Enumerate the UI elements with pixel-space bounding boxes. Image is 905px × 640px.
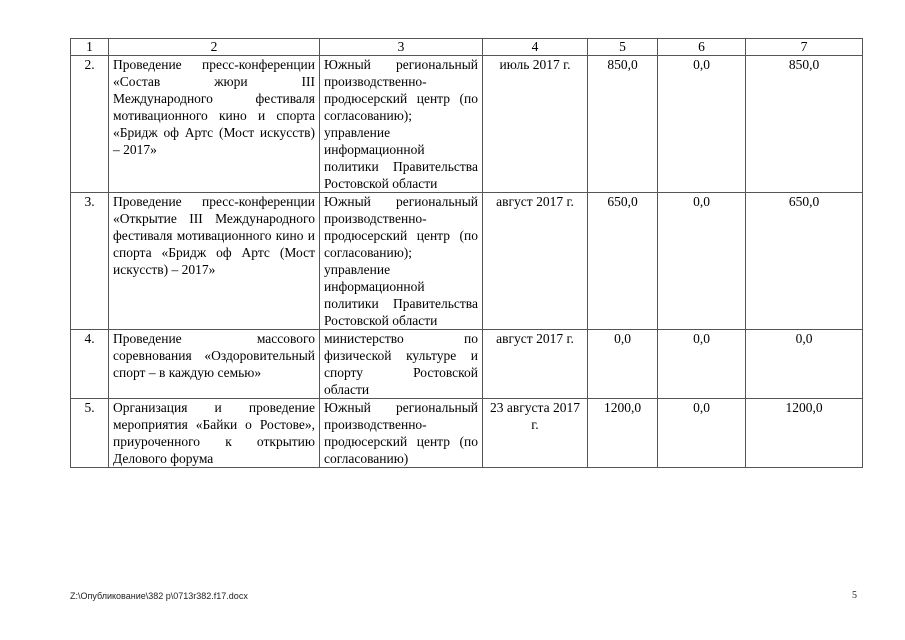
header-cell-3: 3 (320, 39, 483, 56)
event-date: август 2017 г. (483, 193, 588, 330)
value-col6: 0,0 (658, 330, 746, 399)
table-row (71, 56, 863, 193)
value-col5: 850,0 (588, 56, 658, 193)
header-cell-7: 7 (746, 39, 863, 56)
value-col6: 0,0 (658, 56, 746, 193)
events-table (70, 38, 863, 468)
row-number: 5. (71, 399, 109, 468)
value-col7: 1200,0 (746, 399, 863, 468)
executor: Южный региональный производственно-продюсерский центр (по согласованию); управление информационной политики Правительства Ростовской области (320, 56, 483, 193)
header-cell-1: 1 (71, 39, 109, 56)
event-date: 23 августа 2017 г. (483, 399, 588, 468)
table-row (71, 330, 863, 399)
header-cell-5: 5 (588, 39, 658, 56)
value-col5: 1200,0 (588, 399, 658, 468)
event-name: Организация и проведение мероприятия «Байки о Ростове», приуроченного к открытию Делового форума (109, 399, 320, 468)
footer-file-path: Z:\Опубликование\382 р\0713r382.f17.docx (70, 591, 248, 601)
table-row (71, 399, 863, 468)
value-col6: 0,0 (658, 399, 746, 468)
page-number: 5 (852, 590, 857, 601)
event-name: Проведение массового соревнования «Оздоровительный спорт – в каждую семью» (109, 330, 320, 399)
header-cell-4: 4 (483, 39, 588, 56)
header-cell-6: 6 (658, 39, 746, 56)
table-row (71, 193, 863, 330)
row-number: 2. (71, 56, 109, 193)
executor: министерство по физической культуре и спорту Ростовской области (320, 330, 483, 399)
value-col7: 0,0 (746, 330, 863, 399)
row-number: 3. (71, 193, 109, 330)
event-date: июль 2017 г. (483, 56, 588, 193)
value-col7: 850,0 (746, 56, 863, 193)
executor: Южный региональный производственно-продюсерский центр (по согласованию) (320, 399, 483, 468)
header-cell-2: 2 (109, 39, 320, 56)
value-col5: 0,0 (588, 330, 658, 399)
executor: Южный региональный производственно-продюсерский центр (по согласованию); управление информационной политики Правительства Ростовской области (320, 193, 483, 330)
value-col5: 650,0 (588, 193, 658, 330)
row-number: 4. (71, 330, 109, 399)
value-col7: 650,0 (746, 193, 863, 330)
event-date: август 2017 г. (483, 330, 588, 399)
value-col6: 0,0 (658, 193, 746, 330)
event-name: Проведение пресс-конференции «Открытие III Международного фестиваля мотивационного кино и спорта «Бридж оф Артс (Мост искусств) – 2017» (109, 193, 320, 330)
table-header-row (71, 39, 863, 56)
event-name: Проведение пресс-конференции «Состав жюри III Международного фестиваля мотивационного кино и спорта «Бридж оф Артс (Мост искусств) – 2017» (109, 56, 320, 193)
